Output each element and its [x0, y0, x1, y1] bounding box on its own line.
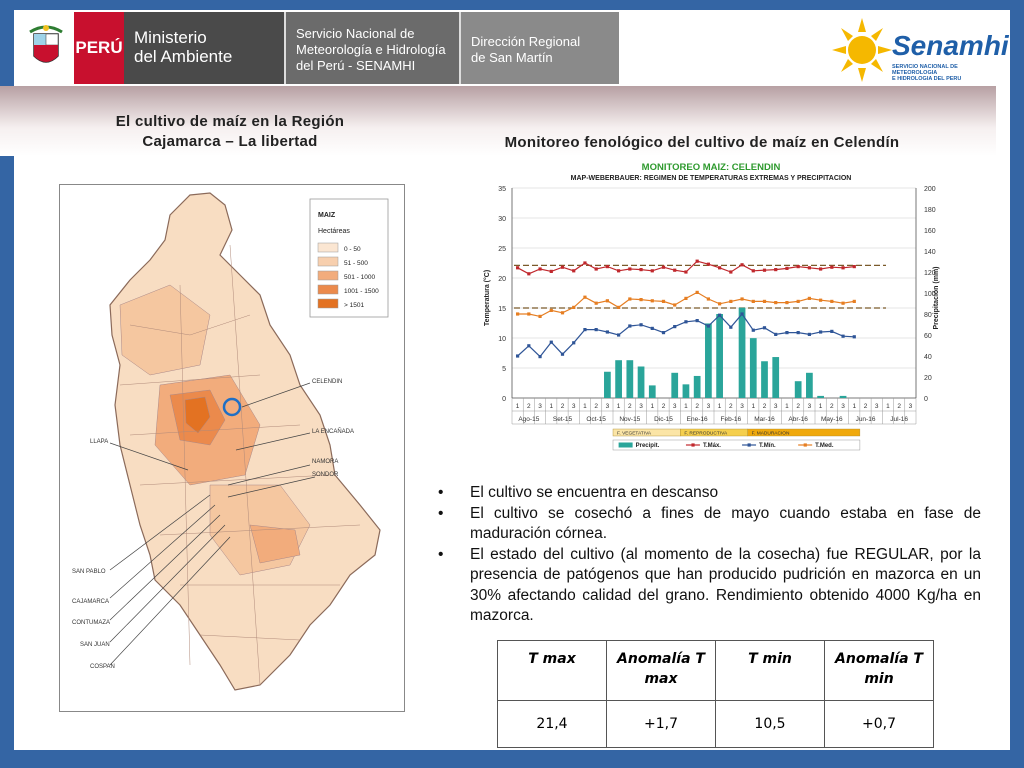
y-axis-label: Temperatura (°C): [484, 269, 491, 327]
month-label: Jul-16: [890, 416, 909, 423]
y-tick-label: 25: [498, 246, 506, 253]
label-san-juan: SAN JUAN: [80, 642, 110, 648]
series-point: [538, 315, 541, 318]
dekad-label: 1: [785, 403, 789, 410]
precip-bar: [649, 385, 656, 398]
label-contumaza: CONTUMAZA: [72, 620, 110, 626]
month-label: Dic-15: [654, 416, 673, 423]
dekad-label: 3: [706, 403, 711, 410]
precip-bar: [705, 323, 712, 398]
y2-tick-label: 140: [924, 249, 936, 256]
government-header: [18, 12, 648, 84]
chart-legend-label: T.Med.: [815, 443, 834, 449]
series-point: [617, 269, 620, 272]
dekad-label: 3: [773, 403, 778, 410]
series-point: [550, 341, 553, 344]
precip-bar: [694, 376, 701, 398]
y2-tick-label: 20: [924, 375, 932, 382]
dekad-label: 2: [560, 403, 565, 410]
precip-bar: [615, 360, 622, 398]
dekad-label: 3: [740, 403, 744, 410]
series-point: [516, 266, 519, 269]
dekad-label: 1: [549, 403, 554, 410]
senamhi-sub-1: SERVICIO NACIONAL DE METEOROLOGIA: [892, 64, 958, 76]
series-point: [628, 267, 631, 270]
bullet-item: • El estado del cultivo (al momento de la cosecha) fue REGULAR, por la presencia de patógenos que han producido pudrición en mazorca en un 30% afectando calidad del grano. Rendimiento obtenido 4000 Kg/ha en mazorca.: [438, 545, 981, 627]
y2-tick-label: 60: [924, 333, 932, 340]
legend-label: 0 - 50: [344, 246, 361, 253]
precip-bar: [671, 373, 678, 398]
legend-swatch-precip: [619, 443, 633, 448]
legend-swatch: [318, 271, 338, 280]
month-label: Ene-16: [686, 416, 708, 423]
series-point: [718, 266, 721, 269]
chart-subtitle: MAP-WEBERBAUER: REGIMEN DE TEMPERATURAS EXTREMAS Y PRECIPITACION: [570, 175, 852, 182]
bullet-item: • El cultivo se encuentra en descanso: [438, 483, 981, 504]
phase-label: F. VEGETATIVA: [617, 431, 652, 437]
series-point: [662, 331, 665, 334]
precip-bar: [638, 367, 645, 399]
label-cajamarca: CAJAMARCA: [72, 599, 110, 605]
series-point: [752, 269, 755, 272]
service-line-2: Meteorología e Hidrología: [296, 42, 446, 57]
series-point: [718, 302, 721, 305]
label-la-encanada: LA ENCAÑADA: [312, 429, 355, 435]
series-point: [595, 328, 598, 331]
sun-icon: [832, 14, 894, 84]
chart-title: MONITOREO MAIZ: CELENDIN: [641, 162, 781, 173]
legend-label: 501 - 1000: [344, 274, 376, 281]
series-point: [808, 333, 811, 336]
dekad-label: 3: [908, 403, 913, 410]
series-point: [606, 330, 609, 333]
y-tick-label: 5: [502, 366, 506, 373]
label-sondor: SONDOR: [312, 472, 339, 478]
series-line-T.Med.: [518, 292, 855, 316]
y2-tick-label: 160: [924, 228, 936, 235]
y-tick-label: 30: [498, 216, 506, 223]
series-point: [561, 266, 564, 269]
legend-swatch-point: [748, 443, 751, 446]
series-point: [516, 354, 519, 357]
series-point: [729, 326, 732, 329]
series-point: [651, 269, 654, 272]
precip-bar: [739, 308, 746, 398]
plot-layer: [498, 186, 936, 450]
legend-label: 1001 - 1500: [344, 288, 379, 295]
series-point: [752, 300, 755, 303]
dekad-label: 2: [897, 403, 901, 410]
dekad-label: 3: [639, 403, 643, 410]
legend-swatch: [318, 257, 338, 266]
chart-legend-label: Precipit.: [635, 443, 660, 449]
series-point: [527, 344, 530, 347]
month-label: Feb-16: [720, 416, 742, 423]
series-point: [797, 265, 800, 268]
dekad-label: 3: [571, 403, 576, 410]
senamhi-sub-2: E HIDROLOGIA DEL PERU: [892, 76, 962, 82]
label-namora: NAMORA: [312, 459, 339, 465]
series-point: [639, 323, 642, 326]
cell-t-max: 21,4: [498, 701, 607, 748]
series-point: [696, 319, 699, 322]
dekad-label: 3: [538, 403, 542, 410]
y2-axis-label: Precipitación (mm): [933, 266, 940, 330]
precip-bar: [840, 396, 847, 398]
y-tick-label: 15: [498, 306, 506, 313]
precip-bar: [750, 338, 757, 398]
service-line-3: del Perú - SENAMHI: [296, 58, 416, 73]
direction-label: [459, 12, 619, 84]
legend-swatch: [318, 243, 338, 252]
label-cospan: COSPAN: [90, 664, 115, 670]
dekad-label: 2: [796, 403, 800, 410]
dekad-label: 1: [818, 403, 823, 410]
y2-tick-label: 120: [924, 270, 936, 277]
dekad-label: 3: [874, 403, 879, 410]
label-llapa: LLAPA: [90, 439, 109, 445]
dekad-label: 1: [583, 403, 587, 410]
series-point: [707, 263, 710, 266]
dekad-label: 1: [717, 403, 722, 410]
dekad-label: 1: [751, 403, 756, 410]
cell-anomalia-t-min: +0,7: [825, 701, 934, 748]
cell-t-min: 10,5: [716, 701, 825, 748]
y-tick-label: 10: [498, 336, 506, 343]
legend-swatch-point: [804, 443, 807, 446]
dekad-label: 3: [841, 403, 845, 410]
series-point: [550, 309, 553, 312]
legend-label: > 1501: [344, 302, 365, 309]
series-point: [718, 314, 721, 317]
dekad-label: 1: [886, 403, 890, 410]
y-tick-label: 35: [498, 186, 506, 193]
header-anomalia-t-max: Anomalía T max: [607, 641, 716, 701]
right-title: Monitoreo fenológico del cultivo de maíz en Celendín: [504, 134, 900, 151]
dekad-label: 1: [515, 403, 520, 410]
series-point: [595, 267, 598, 270]
precip-bar: [806, 373, 813, 398]
series-point: [516, 312, 519, 315]
series-point: [774, 268, 777, 271]
dekad-label: 2: [729, 403, 733, 410]
series-point: [763, 326, 766, 329]
phenology-chart: [466, 158, 968, 464]
series-point: [830, 330, 833, 333]
dekad-label: 1: [650, 403, 655, 410]
dekad-label: 2: [863, 403, 868, 410]
chart-legend-label: T.Mín.: [759, 443, 776, 449]
y2-tick-label: 0: [924, 396, 928, 403]
series-point: [819, 299, 822, 302]
series-point: [639, 268, 642, 271]
precip-bar: [817, 396, 824, 398]
series-point: [583, 261, 586, 264]
series-point: [853, 300, 856, 303]
precip-bar: [716, 314, 723, 398]
bullet-list: [438, 483, 981, 627]
series-point: [808, 266, 811, 269]
phase-label: F. REPRODUCTIVA: [684, 431, 728, 437]
y-tick-label: 0: [502, 396, 506, 403]
series-point: [583, 328, 586, 331]
ministry-line-2: del Ambiente: [134, 47, 233, 66]
legend-swatch: [318, 299, 338, 308]
month-label: Oct-15: [586, 416, 606, 423]
series-point: [628, 297, 631, 300]
series-point: [684, 270, 687, 273]
y2-tick-label: 200: [924, 186, 936, 193]
series-point: [853, 265, 856, 268]
precip-bar: [772, 357, 779, 398]
month-label: Abr-16: [788, 416, 808, 423]
month-label: Mar-16: [754, 416, 775, 423]
series-point: [595, 302, 598, 305]
precip-bar: [626, 360, 633, 398]
series-point: [808, 297, 811, 300]
series-point: [819, 330, 822, 333]
series-point: [628, 324, 631, 327]
dekad-label: 1: [852, 403, 857, 410]
y2-tick-label: 80: [924, 312, 932, 319]
series-point: [572, 341, 575, 344]
series-point: [797, 300, 800, 303]
month-label: Nov-15: [619, 416, 641, 423]
series-point: [740, 297, 743, 300]
senamhi-subtitle: [892, 64, 982, 82]
series-point: [527, 272, 530, 275]
coat-of-arms-icon: [18, 12, 74, 84]
legend-swatch: [318, 285, 338, 294]
phase-label: F. MADURACION: [751, 431, 790, 437]
y-tick-label: 20: [498, 276, 506, 283]
dekad-label: 3: [807, 403, 812, 410]
series-point: [830, 300, 833, 303]
label-celendin: CELENDIN: [312, 379, 343, 385]
senamhi-name: Senamhi: [892, 30, 1009, 61]
dekad-label: 2: [762, 403, 767, 410]
series-point: [617, 306, 620, 309]
left-title-line-2: Cajamarca – La libertad: [142, 133, 318, 150]
series-point: [651, 299, 654, 302]
peru-badge: PERÚ: [74, 12, 124, 84]
dekad-label: 2: [594, 403, 598, 410]
dekad-label: 3: [672, 403, 677, 410]
series-point: [819, 267, 822, 270]
dekad-label: 3: [605, 403, 610, 410]
series-point: [785, 331, 788, 334]
label-san-pablo: SAN PABLO: [72, 569, 106, 575]
precip-bar: [683, 384, 690, 398]
bullet-item: • El cultivo se cosechó a fines de mayo cuando estaba en fase de maduración córnea.: [438, 504, 981, 545]
series-point: [830, 266, 833, 269]
dekad-label: 2: [628, 403, 632, 410]
chart-legend-label: T.Máx.: [702, 443, 721, 449]
precip-bar: [795, 381, 802, 398]
series-point: [684, 297, 687, 300]
series-point: [774, 301, 777, 304]
series-point: [561, 353, 564, 356]
series-point: [763, 300, 766, 303]
map-legend-subtitle: Hectáreas: [318, 228, 350, 235]
left-title: [80, 112, 380, 152]
series-point: [696, 260, 699, 263]
map-legend-title: MAIZ: [318, 212, 336, 219]
series-point: [617, 333, 620, 336]
dekad-label: 2: [695, 403, 699, 410]
table-header-row: [498, 641, 934, 701]
series-point: [707, 324, 710, 327]
series-point: [538, 355, 541, 358]
header-t-max: T max: [498, 641, 607, 701]
cell-anomalia-t-max: +1,7: [607, 701, 716, 748]
series-point: [606, 265, 609, 268]
dekad-label: 2: [661, 403, 666, 410]
dekad-label: 2: [830, 403, 834, 410]
series-point: [853, 335, 856, 338]
series-point: [527, 312, 530, 315]
series-point: [797, 331, 800, 334]
series-point: [606, 299, 609, 302]
series-point: [785, 267, 788, 270]
series-point: [729, 270, 732, 273]
series-point: [550, 270, 553, 273]
senamhi-logo: [832, 14, 1009, 84]
series-point: [538, 267, 541, 270]
legend-label: 51 - 500: [344, 260, 368, 267]
series-point: [651, 327, 654, 330]
direction-line-2: de San Martín: [471, 50, 553, 65]
header-anomalia-t-min: Anomalía T min: [825, 641, 934, 701]
series-point: [785, 301, 788, 304]
table-row: [498, 701, 934, 748]
maize-map: [59, 184, 405, 712]
series-point: [841, 302, 844, 305]
service-label: [284, 12, 459, 84]
ministry-line-1: Ministerio: [134, 28, 207, 47]
series-point: [561, 311, 564, 314]
series-point: [763, 269, 766, 272]
service-line-1: Servicio Nacional de: [296, 26, 415, 41]
y2-tick-label: 180: [924, 207, 936, 214]
dekad-label: 2: [527, 403, 531, 410]
month-label: May-16: [820, 416, 843, 423]
series-point: [740, 312, 743, 315]
series-point: [707, 297, 710, 300]
series-point: [841, 266, 844, 269]
y2-tick-label: 100: [924, 291, 936, 298]
series-point: [729, 300, 732, 303]
series-point: [752, 329, 755, 332]
dekad-label: 1: [684, 403, 688, 410]
header-t-min: T min: [716, 641, 825, 701]
series-point: [572, 306, 575, 309]
series-point: [673, 269, 676, 272]
y2-tick-label: 40: [924, 354, 932, 361]
series-point: [740, 263, 743, 266]
series-point: [662, 266, 665, 269]
direction-line-1: Dirección Regional: [471, 34, 581, 49]
month-label: Jun-16: [855, 416, 876, 423]
series-point: [639, 298, 642, 301]
month-label: Ago-15: [518, 416, 540, 423]
series-point: [673, 325, 676, 328]
series-point: [774, 333, 777, 336]
series-point: [673, 303, 676, 306]
temperature-table: [497, 640, 934, 748]
legend-swatch-point: [691, 443, 694, 446]
ministry-label: [124, 12, 284, 84]
series-point: [572, 269, 575, 272]
precip-bar: [761, 361, 768, 398]
dekad-label: 1: [616, 403, 621, 410]
left-title-line-1: El cultivo de maíz en la Región: [115, 113, 345, 130]
series-point: [696, 291, 699, 294]
month-label: Set-15: [552, 416, 573, 423]
series-point: [841, 335, 844, 338]
series-point: [684, 320, 687, 323]
precip-bar: [604, 372, 611, 398]
series-point: [662, 300, 665, 303]
series-point: [583, 296, 586, 299]
